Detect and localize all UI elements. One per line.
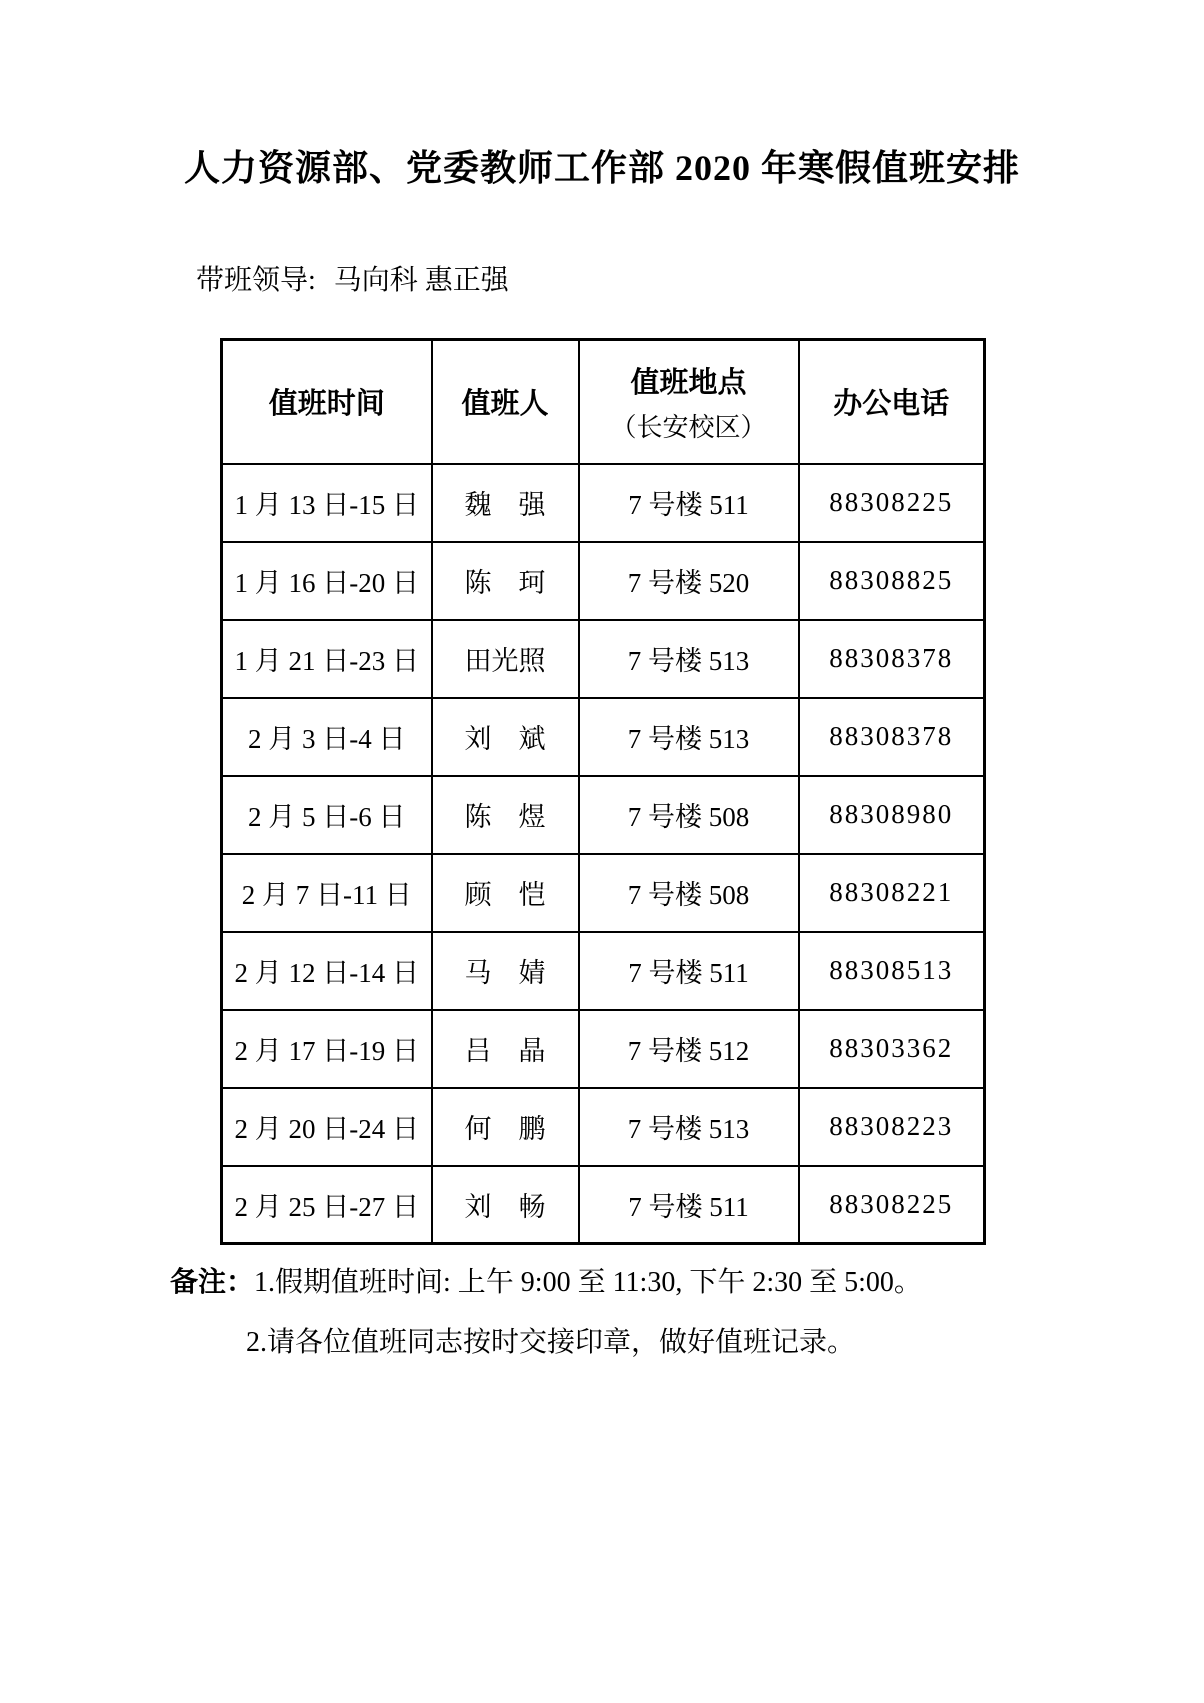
table-row bbox=[222, 1088, 985, 1166]
person-cell: 顾 恺 bbox=[432, 854, 579, 932]
col-header-office-phone: 办公电话 bbox=[799, 340, 985, 464]
location-cell: 7 号楼 508 bbox=[579, 776, 799, 854]
location-cell: 7 号楼 513 bbox=[579, 698, 799, 776]
location-cell: 7 号楼 511 bbox=[579, 1166, 799, 1244]
notes-section bbox=[170, 1252, 922, 1373]
phone-cell: 88308225 bbox=[799, 1166, 985, 1244]
note-text-1: 1.假期值班时间: 上午 9:00 至 11:30, 下午 2:30 至 5:00。 bbox=[254, 1267, 922, 1298]
person-cell: 陈 珂 bbox=[432, 542, 579, 620]
location-cell: 7 号楼 511 bbox=[579, 464, 799, 542]
person-cell: 魏 强 bbox=[432, 464, 579, 542]
phone-cell: 88308980 bbox=[799, 776, 985, 854]
date-cell: 1 月 13 日-15 日 bbox=[222, 464, 432, 542]
date-cell: 1 月 16 日-20 日 bbox=[222, 542, 432, 620]
table-row bbox=[222, 1010, 985, 1088]
person-cell: 刘 畅 bbox=[432, 1166, 579, 1244]
person-cell: 何 鹏 bbox=[432, 1088, 579, 1166]
note-label: 备注： bbox=[170, 1266, 255, 1297]
phone-cell: 88308223 bbox=[799, 1088, 985, 1166]
note-item-1 bbox=[170, 1252, 922, 1313]
table-row bbox=[222, 620, 985, 698]
phone-cell: 88308513 bbox=[799, 932, 985, 1010]
col-header-duty-person: 值班人 bbox=[432, 340, 579, 464]
location-cell: 7 号楼 513 bbox=[579, 620, 799, 698]
table-row bbox=[222, 542, 985, 620]
phone-cell: 88303362 bbox=[799, 1010, 985, 1088]
page-title: 人力资源部、党委教师工作部 2020 年寒假值班安排 bbox=[183, 148, 1020, 188]
table-row bbox=[222, 854, 985, 932]
location-cell: 7 号楼 511 bbox=[579, 932, 799, 1010]
leader-line bbox=[196, 258, 509, 298]
location-cell: 7 号楼 512 bbox=[579, 1010, 799, 1088]
table-row bbox=[222, 932, 985, 1010]
person-cell: 刘 斌 bbox=[432, 698, 579, 776]
table-header-row bbox=[222, 340, 985, 464]
date-cell: 2 月 25 日-27 日 bbox=[222, 1166, 432, 1244]
location-cell: 7 号楼 513 bbox=[579, 1088, 799, 1166]
note-item-2: 2.请各位值班同志按时交接印章，做好值班记录。 bbox=[246, 1327, 856, 1358]
duty-location-title: 值班地点 bbox=[630, 366, 747, 399]
table-row bbox=[222, 698, 985, 776]
date-cell: 2 月 3 日-4 日 bbox=[222, 698, 432, 776]
table-row bbox=[222, 1166, 985, 1244]
duty-location-subtitle: （长安校区） bbox=[610, 412, 767, 442]
phone-cell: 88308378 bbox=[799, 620, 985, 698]
date-cell: 1 月 21 日-23 日 bbox=[222, 620, 432, 698]
date-cell: 2 月 7 日-11 日 bbox=[222, 854, 432, 932]
person-cell: 吕 晶 bbox=[432, 1010, 579, 1088]
date-cell: 2 月 12 日-14 日 bbox=[222, 932, 432, 1010]
phone-cell: 88308825 bbox=[799, 542, 985, 620]
person-cell: 田光照 bbox=[432, 620, 579, 698]
duty-schedule-table bbox=[220, 338, 986, 1245]
phone-cell: 88308225 bbox=[799, 464, 985, 542]
table-row bbox=[222, 464, 985, 542]
phone-cell: 88308378 bbox=[799, 698, 985, 776]
date-cell: 2 月 5 日-6 日 bbox=[222, 776, 432, 854]
leader-label: 带班领导: bbox=[196, 265, 316, 296]
table-row bbox=[222, 776, 985, 854]
location-cell: 7 号楼 508 bbox=[579, 854, 799, 932]
col-header-duty-time: 值班时间 bbox=[222, 340, 432, 464]
date-cell: 2 月 20 日-24 日 bbox=[222, 1088, 432, 1166]
person-cell: 马 婧 bbox=[432, 932, 579, 1010]
person-cell: 陈 煜 bbox=[432, 776, 579, 854]
location-cell: 7 号楼 520 bbox=[579, 542, 799, 620]
col-header-duty-location bbox=[579, 340, 799, 464]
date-cell: 2 月 17 日-19 日 bbox=[222, 1010, 432, 1088]
phone-cell: 88308221 bbox=[799, 854, 985, 932]
leader-names: 马向科 惠正强 bbox=[333, 265, 509, 296]
